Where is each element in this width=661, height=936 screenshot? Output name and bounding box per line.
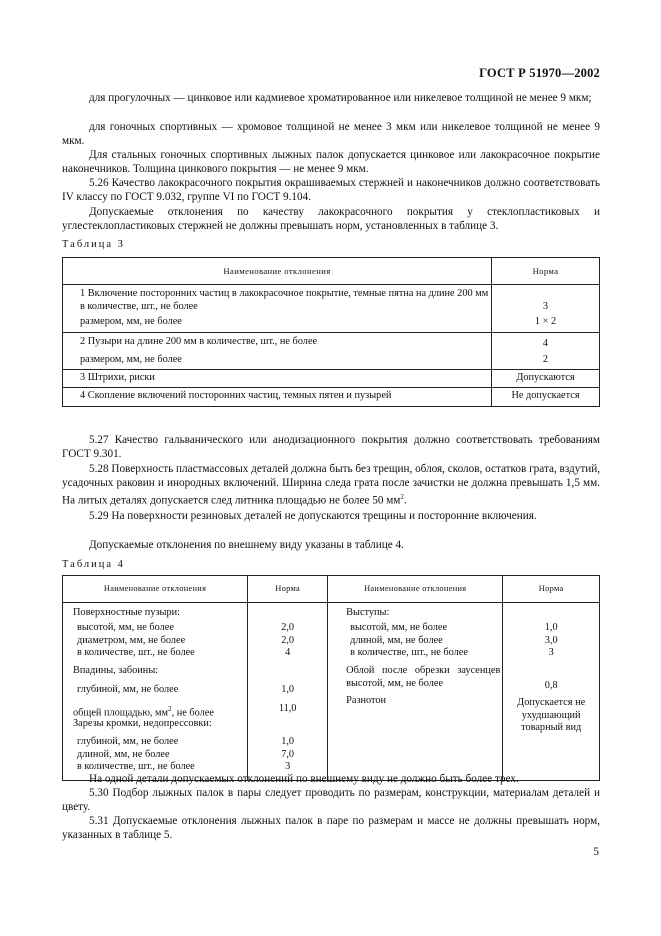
table3-cell-value: 3 bbox=[492, 285, 600, 314]
table3-cell-name: 2 Пузыри на длине 200 мм в количестве, шт., не более bbox=[63, 332, 492, 351]
table4-left-value: 2,0 bbox=[281, 622, 295, 633]
table3-cell-value: Не допускается bbox=[492, 387, 600, 407]
table4-right-name: длиной, мм, не более bbox=[350, 634, 443, 646]
table4-right-value bbox=[503, 607, 599, 622]
table3-row bbox=[63, 285, 600, 314]
table3-row bbox=[63, 313, 600, 332]
paragraph-5-31: 5.31 Допускаемые отклонения лыжных палок в паре по размерам и массе не должны превышать норм, указанных в таблице 5. bbox=[62, 815, 600, 841]
table3-cell-value: 4 bbox=[492, 332, 600, 351]
document-number: ГОСТ Р 51970—2002 bbox=[479, 66, 600, 80]
page-number: 5 bbox=[593, 846, 599, 858]
table4-left-values bbox=[248, 603, 328, 781]
table4-header-norm-left: Норма bbox=[248, 576, 328, 603]
table4-left-name: Поверхностные пузыри: bbox=[73, 607, 180, 618]
table3-row bbox=[63, 370, 600, 388]
paragraph-steel-poles: Для стальных гоночных спортивных лыжных палок допускается цинковое или лакокрасочное покрытие наконечников. Толщина цинкового покрытия — не менее 9 мкм. bbox=[62, 149, 600, 175]
table3-header-row bbox=[63, 258, 600, 285]
table3-cell-value: 1 × 2 bbox=[534, 316, 557, 327]
table4-right-name: высотой, мм, не более bbox=[350, 622, 448, 633]
table4-left-name: Впадины, забоины: bbox=[73, 665, 159, 676]
table-4 bbox=[62, 575, 600, 781]
table4-left-value: 1,0 bbox=[281, 736, 295, 747]
table3-cell-name: размером, мм, не более bbox=[63, 351, 492, 370]
table3-cell-name: 4 Скопление включений посторонних частиц, темных пятен и пузырей bbox=[63, 387, 492, 407]
paragraph-5-30: 5.30 Подбор лыжных палок в пары следует проводить по размерам, конструкции, материалам деталей и цвету. bbox=[62, 787, 600, 813]
table4-body-row bbox=[63, 603, 600, 781]
paragraph-max-defects: На одной детали допускаемых отклонений по внешнему виду не должно быть более трех. bbox=[89, 773, 519, 785]
paragraph-walking-coating: для прогулочных — цинковое или кадмиевое хроматированное или никелевое толщиной не менее 9 мкм; bbox=[89, 92, 592, 104]
paragraph-5-26: 5.26 Качество лакокрасочного покрытия окрашиваемых стержней и наконечников должно соответствовать IV классу по ГОСТ 9.032, группе VI по ГОСТ 9.104. bbox=[62, 177, 600, 203]
table4-left-value bbox=[248, 665, 327, 681]
table3-cell-name: размером, мм, не более bbox=[63, 313, 492, 332]
table3-cell-name: 1 Включение посторонних частиц в лакокрасочное покрытие, темные пятна на длине 200 мм в количестве, шт., не более bbox=[63, 285, 492, 314]
table4-left-value: 11,0 bbox=[278, 703, 297, 714]
table4-left-value bbox=[248, 607, 327, 622]
table4-left-name: длиной, мм, не более bbox=[77, 748, 170, 760]
table4-left-name: глубиной, мм, не более bbox=[77, 736, 179, 747]
paragraph-racing-coating: для гоночных спортивных — хромовое толщиной не менее 3 мкм или никелевое толщиной не менее 9 мкм. bbox=[62, 121, 600, 147]
paragraph-5-29: 5.29 На поверхности резиновых деталей не допускаются трещины и посторонние включения. bbox=[89, 510, 537, 522]
table3-cell-value: Допускаются bbox=[492, 370, 600, 388]
table4-right-name: Облой после обрезки заусенцев высотой, мм, не более bbox=[346, 665, 501, 689]
table4-right-names bbox=[328, 603, 503, 781]
table4-caption: Таблица 4 bbox=[62, 559, 125, 570]
table3-row bbox=[63, 387, 600, 407]
paragraph-5-28: 5.28 Поверхность пластмассовых деталей должна быть без трещин, облоя, сколов, остатков грата, вздутий, усадочных раковин и инородных включений. Ширина следа грата после зачистки не должна превышать 1,5 мм. На литых деталях допускается след литника площадью не более 50 $мм^2$. bbox=[62, 463, 600, 507]
table4-left-name: в количестве, шт., не более bbox=[77, 647, 195, 658]
table4-left-value bbox=[248, 718, 327, 736]
table4-right-name: Выступы: bbox=[346, 607, 390, 618]
table4-right-value: Допускается не ухудшающий товарный вид bbox=[517, 697, 586, 733]
table4-right-value: 0,8 bbox=[544, 680, 558, 691]
table4-header-name-right: Наименование отклонения bbox=[328, 576, 503, 603]
table3-caption: Таблица 3 bbox=[62, 239, 125, 250]
table4-right-value: 1,0 bbox=[544, 622, 558, 633]
table4-left-name: диаметром, мм, не более bbox=[77, 634, 186, 646]
table4-header-name-left: Наименование отклонения bbox=[63, 576, 248, 603]
table4-left-name: глубиной, мм, не более bbox=[77, 684, 179, 695]
table4-right-name: в количестве, шт., не более bbox=[350, 647, 468, 658]
table4-left-value: 4 bbox=[285, 647, 291, 658]
table4-right-value: 3 bbox=[548, 647, 554, 658]
paragraph-table4-ref: Допускаемые отклонения по внешнему виду указаны в таблице 4. bbox=[89, 539, 404, 551]
paragraph-table3-ref: Допускаемые отклонения по качеству лакокрасочного покрытия у стеклопластиковых и углестеклопластиковых стержней не должны превышать норм, установленных в таблице 3. bbox=[62, 206, 600, 232]
table4-right-name: Разнотон bbox=[346, 695, 387, 706]
table4-left-name: Зарезы кромки, недопрессовки: bbox=[73, 718, 212, 729]
table3-cell-name: 3 Штрихи, риски bbox=[63, 370, 492, 388]
table4-header-row bbox=[63, 576, 600, 603]
table3-row bbox=[63, 351, 600, 370]
table3-cell-value: 2 bbox=[542, 353, 549, 365]
paragraph-5-27: 5.27 Качество гальванического или анодизационного покрытия должно соответствовать требованиям ГОСТ 9.301. bbox=[62, 434, 600, 460]
table3-header-name: Наименование отклонения bbox=[63, 258, 492, 285]
table3-row bbox=[63, 332, 600, 351]
table4-right-values bbox=[503, 603, 600, 781]
table4-left-value: 7,0 bbox=[281, 748, 295, 760]
table4-header-norm-right: Норма bbox=[503, 576, 600, 603]
table4-left-value: 3 bbox=[285, 761, 291, 772]
table3-header-norm: Норма bbox=[492, 258, 600, 285]
table4-left-name: в количестве, шт., не более bbox=[77, 761, 195, 772]
table4-left-name: общей площадью, $мм^2$, не более bbox=[73, 705, 214, 719]
table4-left-name: высотой, мм, не более bbox=[77, 622, 174, 633]
table4-right-value: 3,0 bbox=[544, 634, 558, 646]
table4-left-value: 1,0 bbox=[281, 684, 295, 695]
table4-left-names bbox=[63, 603, 248, 781]
table-3 bbox=[62, 257, 600, 407]
table4-left-value: 2,0 bbox=[281, 634, 295, 646]
